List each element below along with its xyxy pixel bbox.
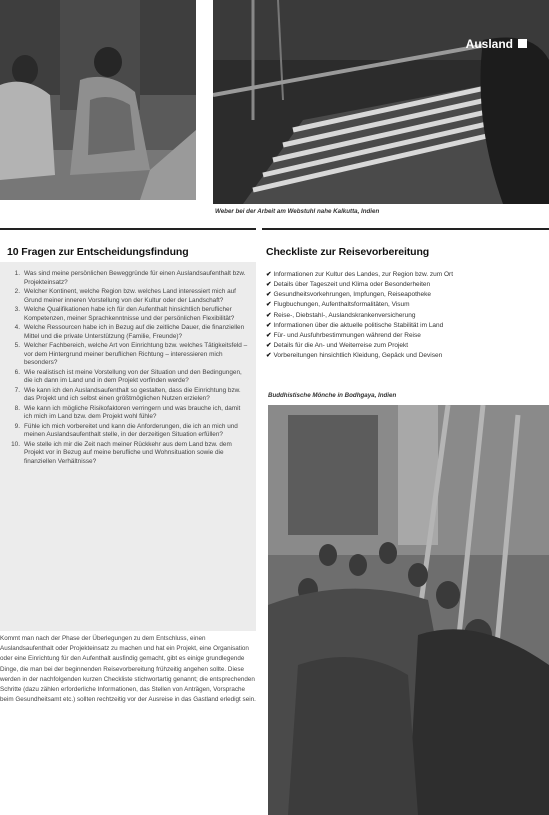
- checkmark-icon: ✔: [266, 291, 272, 299]
- question-item: [7, 324, 249, 341]
- question-number: 10.: [11, 440, 20, 448]
- question-item: [7, 270, 249, 287]
- checkmark-icon: ✔: [266, 301, 272, 309]
- checklist-text: Gesundheitsvorkehrungen, Impfungen, Reiseapotheke: [273, 291, 432, 299]
- photo-monks-graphic: [268, 405, 549, 815]
- checklist-text: Informationen über die aktuelle politische Stabilität im Land: [273, 321, 444, 329]
- question-number: 3.: [14, 306, 20, 313]
- checklist-text: Vorbereitungen hinsichtlich Kleidung, Gepäck und Devisen: [273, 352, 443, 360]
- checkmark-icon: ✔: [266, 271, 272, 278]
- question-text: Welcher Fachbereich, welche Art von Einrichtung bzw. welches Tätigkeitsfeld – vor dem Hintergrund meiner beruflichen Richtung – interessieren mich besonders?: [24, 342, 248, 366]
- question-item: [7, 288, 249, 305]
- questions-box: [0, 262, 256, 631]
- caption-monks: Buddhistische Mönche in Bodhgaya, Indien: [268, 392, 397, 399]
- section-tag: Ausland: [465, 37, 513, 51]
- question-text: Fühle ich mich vorbereitet und kann die Anforderungen, die ich an mich und meinen Auslandsaufenthalt stelle, in der derzeitigen Situation erfüllen?: [24, 422, 238, 438]
- checklist-item: [266, 290, 548, 300]
- question-item: [7, 423, 249, 440]
- checklist-item: [266, 270, 548, 280]
- question-text: Wie kann ich mögliche Risikofaktoren verringern und was brauche ich, damit ich mich im Land bzw. dem Projekt wohl fühle?: [24, 404, 241, 420]
- checkmark-icon: ✔: [266, 281, 272, 289]
- checklist-item: [266, 331, 548, 341]
- checklist: [266, 270, 548, 361]
- question-text: Was sind meine persönlichen Beweggründe für einen Auslandsaufenthalt bzw. Projekteinsatz?: [24, 270, 246, 286]
- question-item: [7, 369, 249, 386]
- question-text: Welche Qualifikationen habe ich für den Aufenthalt hinsichtlich beruflicher Kompetenzen, meiner Sprachkenntnisse und der persönlichen Flexibilität?: [24, 306, 235, 322]
- question-number: 4.: [14, 324, 20, 331]
- checklist-item: [266, 351, 548, 361]
- rule-questions: [0, 228, 256, 230]
- question-number: 2.: [14, 288, 20, 295]
- rule-checklist: [262, 228, 549, 230]
- question-text: Welche Ressourcen habe ich in Bezug auf die zeitliche Dauer, die finanziellen Mittel und die private Unterstützung (Familie, Freunde)?: [24, 324, 245, 340]
- checklist-text: Details für die An- und Weiterreise zum Projekt: [273, 342, 409, 350]
- caption-loom: Weber bei der Arbeit am Webstuhl nahe Kalkutta, Indien: [215, 208, 380, 215]
- question-number: 8.: [14, 404, 20, 412]
- checklist-text: Informationen zur Kultur des Landes, zur Region bzw. zum Ort: [273, 271, 454, 278]
- checklist-item: [266, 280, 548, 290]
- question-number: 1.: [14, 270, 20, 277]
- checkmark-icon: ✔: [266, 311, 272, 319]
- checklist-item: [266, 341, 548, 351]
- photo-monks: [268, 405, 549, 815]
- photo-loom: [213, 0, 549, 204]
- body-text: Kommt man nach der Phase der Überlegungen zu dem Entschluss, einen Auslandsaufenthalt oder Projekteinsatz zu machen und hat ein Projekt, eine Organisation oder eine Einrichtung für den Aufenthalt ausfindig gemacht, gibt es einige grundlegende Dinge, die man bei der beginnenden Reisevorbereitung frühzeitig angehen sollte. Diese werden in der nachfolgenden kurzen Checkliste stichwortartig genannt; die entsprechenden Schritte (dazu zählen erforderliche Informationen, das Stellen von Anträgen, Vorsprache beim Gesundheitsamt etc.) sollten rechtzeitig vor der Ausreise in das Gastland erledigt sein.: [0, 635, 256, 704]
- question-number: 5.: [14, 342, 20, 349]
- checklist-text: Details über Tageszeit und Klima oder Besonderheiten: [273, 281, 431, 289]
- checklist-text: Reise-, Diebstahl-, Auslandskrankenversicherung: [273, 311, 416, 319]
- question-number: 6.: [14, 368, 20, 376]
- question-text: Welcher Kontinent, welche Region bzw. welches Land interessiert mich auf Grund meiner inneren Vorstellung von der Kultur oder der Landschaft?: [24, 288, 236, 304]
- checklist-item: [266, 321, 548, 331]
- checklist-text: Für- und Ausfuhrbestimmungen während der Reise: [273, 331, 421, 339]
- question-text: Wie kann ich den Auslandsaufenthalt so gestalten, dass die Einrichtung bzw. das Projekt und ich selbst einen größtmöglichen Nutzen erzielen?: [24, 386, 241, 402]
- checkmark-icon: ✔: [266, 331, 272, 339]
- checklist-title: Checkliste zur Reisevorbereitung: [266, 246, 430, 258]
- section-square-icon: [518, 39, 527, 48]
- question-text: Wie realistisch ist meine Vorstellung von der Situation und den Bedingungen, die ich dann im Land und in dem Projekt vorfinden werde?: [24, 368, 242, 384]
- question-text: Wie stelle ich mir die Zeit nach meiner Rückkehr aus dem Land bzw. dem Projekt vor in Bezug auf meine berufliche und Wohnsituation sowie die finanziellen Verhältnisse?: [24, 440, 232, 465]
- question-item: [7, 405, 249, 422]
- checklist-item: [266, 311, 548, 321]
- checklist-text: Flugbuchungen, Aufenthaltsformalitäten, Visum: [273, 301, 410, 309]
- question-item: [7, 387, 249, 404]
- photo-women-graphic: [0, 0, 196, 200]
- photo-women: [0, 0, 196, 200]
- checkmark-icon: ✔: [266, 321, 272, 329]
- question-item: [7, 342, 249, 368]
- question-number: 9.: [14, 422, 20, 430]
- checklist-item: [266, 300, 548, 310]
- questions-list: [0, 262, 256, 466]
- photo-loom-graphic: [213, 0, 549, 204]
- checkmark-icon: ✔: [266, 352, 272, 360]
- question-item: [7, 441, 249, 467]
- questions-title: 10 Fragen zur Entscheidungsfindung: [7, 246, 189, 258]
- question-number: 7.: [14, 386, 20, 394]
- checkmark-icon: ✔: [266, 342, 272, 350]
- question-item: [7, 306, 249, 323]
